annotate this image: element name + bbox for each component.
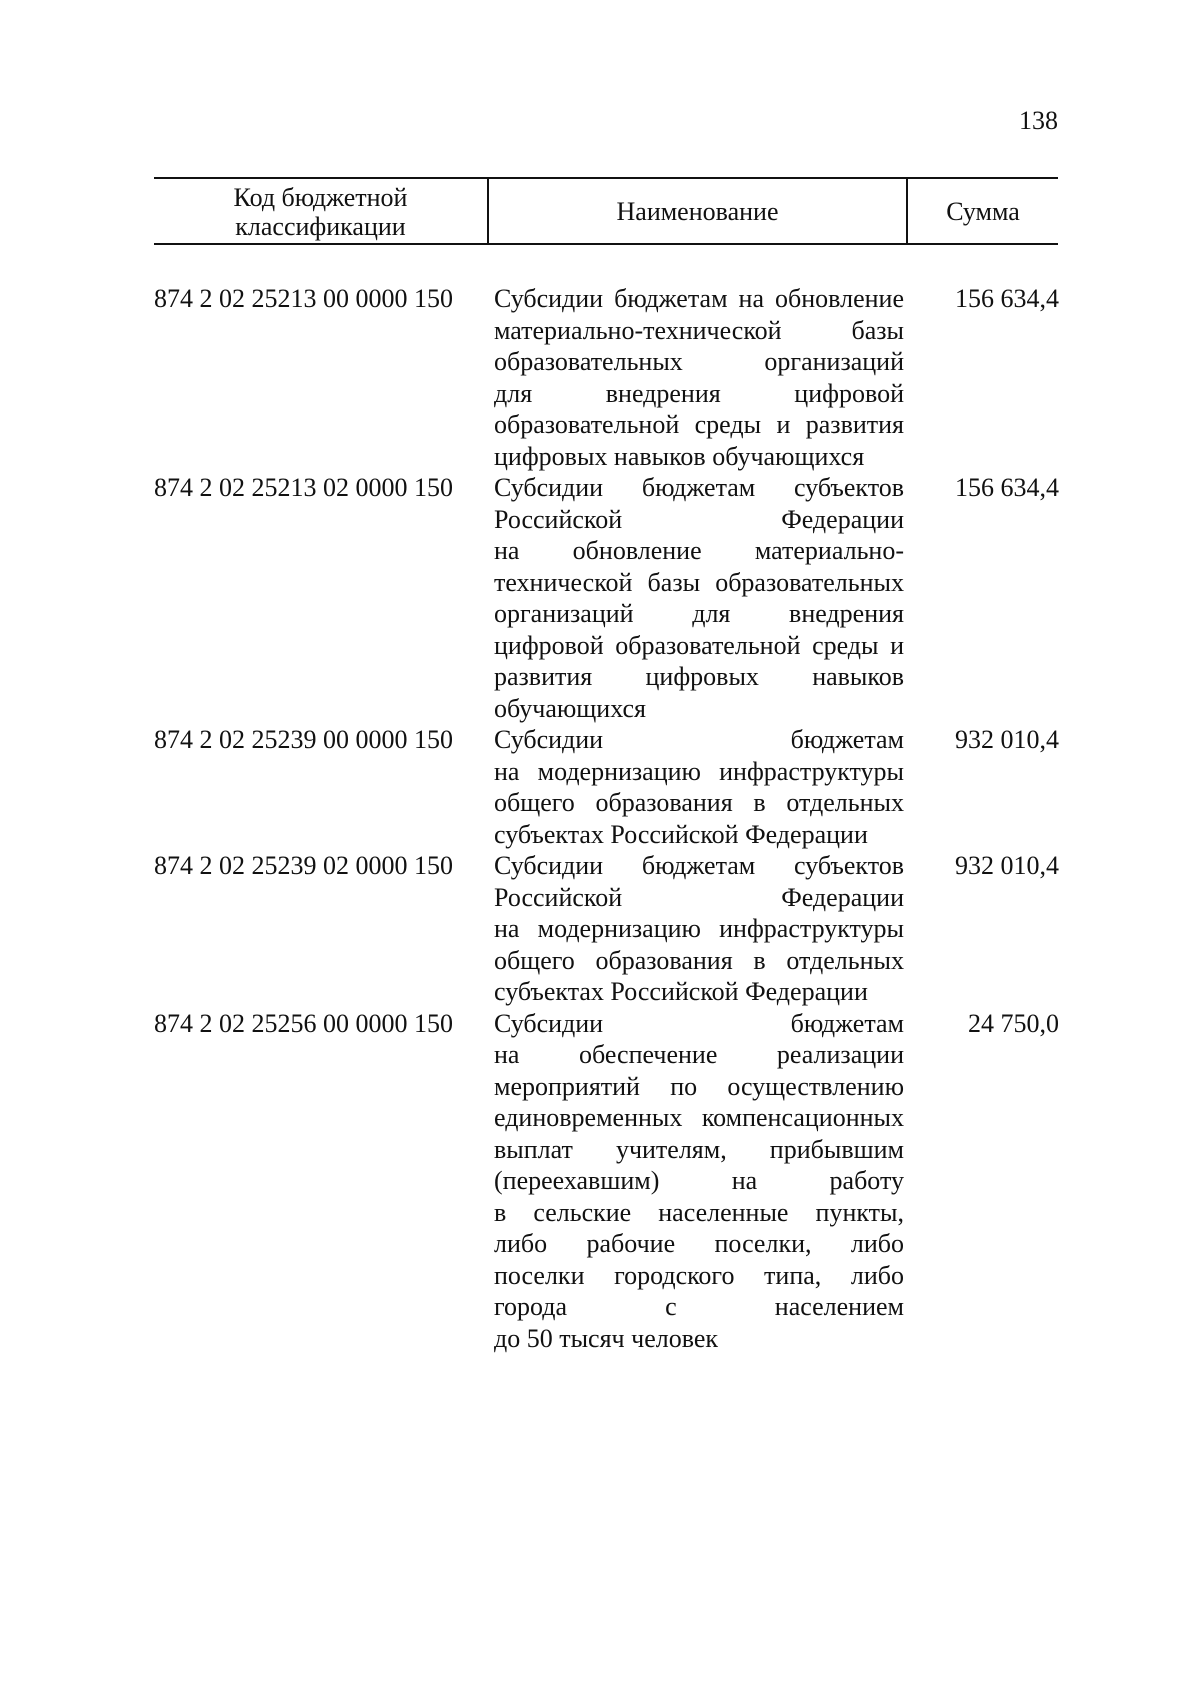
row-name	[494, 850, 904, 1008]
name-line: мероприятий по осуществлению	[494, 1071, 904, 1101]
name-line: единовременных компенсационных	[494, 1103, 904, 1132]
header-name: Наименование	[487, 179, 906, 243]
name-line: поселки городского типа, либо	[494, 1260, 904, 1290]
name-line: до 50 тысяч человек	[494, 1323, 719, 1353]
row-code: 874 2 02 25239 00 0000 150	[154, 725, 453, 754]
table-header	[154, 177, 1058, 245]
name-line: Российской Федерации	[494, 504, 904, 534]
name-line: на модернизацию инфраструктуры	[494, 756, 904, 786]
row-name	[494, 1008, 904, 1355]
row-name	[494, 283, 904, 472]
row-sum: 24 750,0	[968, 1008, 1059, 1038]
name-line: Субсидии бюджетам	[494, 725, 904, 754]
header-code: Код бюджетной классификации	[233, 183, 408, 241]
name-line: материально-технической базы	[494, 315, 904, 345]
name-line: субъектах Российской Федерации	[494, 977, 868, 1006]
row-code: 874 2 02 25213 00 0000 150	[154, 284, 453, 313]
row-sum: 156 634,4	[955, 473, 1059, 502]
name-line: города с населением	[494, 1292, 904, 1321]
row-code: 874 2 02 25256 00 0000 150	[154, 1008, 453, 1038]
name-line: (переехавшим) на работу	[494, 1166, 904, 1195]
name-line: организаций для внедрения	[494, 599, 904, 628]
name-line: общего образования в отдельных	[494, 788, 904, 817]
table-body	[154, 283, 1059, 1354]
name-line: цифровых навыков обучающихся	[494, 441, 865, 471]
name-line: на модернизацию инфраструктуры	[494, 914, 904, 943]
name-line: общего образования в отдельных	[494, 945, 904, 975]
name-line: Субсидии бюджетам субъектов	[494, 851, 904, 880]
name-line: либо рабочие поселки, либо	[494, 1229, 904, 1258]
row-name	[494, 472, 904, 724]
row-name	[494, 724, 904, 850]
name-line: образовательной среды и развития	[494, 410, 904, 439]
name-line: Субсидии бюджетам	[494, 1008, 904, 1038]
name-line: образовательных организаций	[494, 347, 904, 376]
name-line: Субсидии бюджетам субъектов	[494, 473, 904, 502]
name-line: Субсидии бюджетам на обновление	[494, 284, 904, 313]
page-number: 138	[1019, 106, 1058, 135]
name-line: на обеспечение реализации	[494, 1040, 904, 1069]
name-line: для внедрения цифровой	[494, 378, 904, 408]
name-line: выплат учителям, прибывшим	[494, 1134, 904, 1164]
table-row	[154, 850, 1059, 1008]
table-row	[154, 1008, 1059, 1355]
row-code: 874 2 02 25239 02 0000 150	[154, 851, 453, 880]
name-line: в сельские населенные пункты,	[494, 1197, 904, 1227]
row-sum: 932 010,4	[955, 725, 1059, 754]
header-sum: Сумма	[906, 179, 1058, 243]
name-line: на обновление материально-	[494, 536, 904, 565]
name-line: обучающихся	[494, 693, 646, 723]
table-row	[154, 724, 1059, 850]
row-sum: 932 010,4	[955, 851, 1059, 880]
row-sum: 156 634,4	[955, 284, 1059, 313]
name-line: технической базы образовательных	[494, 567, 904, 597]
name-line: развития цифровых навыков	[494, 662, 904, 691]
row-code: 874 2 02 25213 02 0000 150	[154, 473, 453, 502]
name-line: цифровой образовательной среды и	[494, 630, 904, 660]
table-row	[154, 283, 1059, 472]
name-line: субъектах Российской Федерации	[494, 819, 868, 849]
name-line: Российской Федерации	[494, 882, 904, 912]
table-row	[154, 472, 1059, 724]
